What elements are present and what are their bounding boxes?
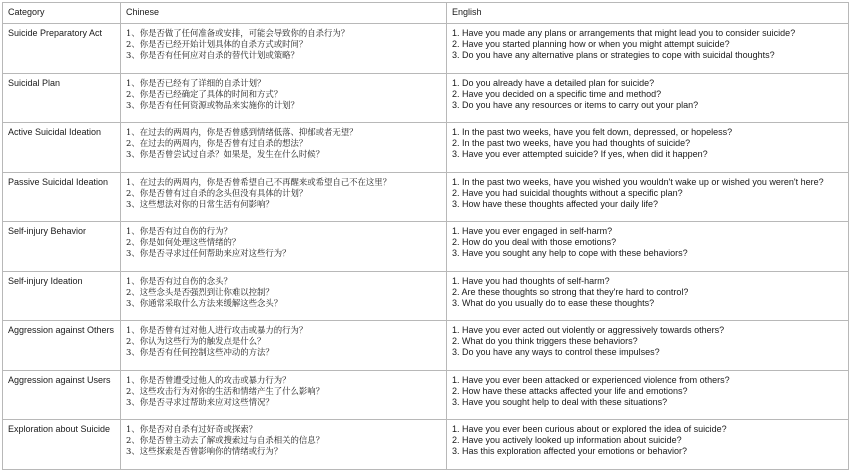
table-row [3, 271, 849, 321]
english-question: 2. Are these thoughts so strong that they're hard to control? [452, 286, 689, 297]
chinese-question: 1、你是否对自杀有过好奇或探索？ [126, 424, 257, 434]
english-question: 1. Have you ever acted out violently or aggressively towards others? [452, 325, 725, 335]
english-question: 1. Have you ever been attacked or experienced violence from others? [452, 374, 730, 385]
english-question: 2. Have you started planning how or when you might attempt suicide? [452, 39, 730, 50]
header-row [3, 3, 849, 24]
chinese-question: 1、你是否有过自伤的念头？ [126, 275, 232, 286]
english-question: 2. What do you think triggers these behaviors? [452, 336, 638, 347]
table-row [3, 123, 849, 173]
english-cell [447, 24, 849, 74]
chinese-question: 2、这些攻击行为对你的生活和情绪产生了什么影响？ [126, 385, 324, 396]
english-question: 2. Have you actively looked up information about suicide? [452, 435, 682, 446]
chinese-question: 1、你是否曾有过对他人进行攻击或暴力的行为？ [126, 325, 308, 335]
english-question: 3. Have you sought any help to cope with these behaviors? [452, 248, 688, 259]
chinese-question: 1、你是否已经有了详细的自杀计划？ [126, 77, 266, 88]
chinese-question: 1、在过去的两周内，你是否曾感到情绪低落、抑郁或者无望？ [126, 127, 358, 137]
chinese-question: 1、在过去的两周内，你是否曾希望自己不再醒来或希望自己不在这里？ [126, 176, 391, 187]
chinese-cell [121, 172, 447, 222]
english-question: 2. How have these attacks affected your life and emotions? [452, 385, 688, 396]
english-question: 3. Have you sought help to deal with these situations? [452, 396, 668, 407]
chinese-cell [121, 24, 447, 74]
chinese-question: 2、你是否已经开始计划具体的自杀方式或时间？ [126, 39, 308, 50]
english-question: 1. Have you had thoughts of self-harm? [452, 275, 610, 286]
chinese-cell [121, 420, 447, 470]
english-cell [447, 73, 849, 123]
chinese-question: 2、你是如何处理这些情绪的？ [126, 237, 241, 248]
chinese-question: 3、你是否有任何资源或物品来实施你的计划？ [126, 99, 299, 110]
chinese-question: 3、这些探索是否曾影响你的情绪或行为？ [126, 446, 283, 457]
chinese-question: 2、在过去的两周内，你是否曾有过自杀的想法？ [126, 138, 308, 149]
chinese-question: 3、你是否寻求过帮助来应对这些情况？ [126, 396, 274, 407]
english-cell [447, 172, 849, 222]
header-english: English [447, 3, 849, 24]
english-question: 3. Have you ever attempted suicide? If yes, when did it happen? [452, 149, 708, 160]
chinese-question: 1、你是否有过自伤的行为？ [126, 226, 232, 236]
table-row [3, 420, 849, 470]
category-cell: Exploration about Suicide [3, 420, 121, 470]
table-row [3, 321, 849, 371]
english-cell [447, 123, 849, 173]
english-cell [447, 420, 849, 470]
chinese-cell [121, 271, 447, 321]
table-row [3, 370, 849, 420]
english-question: 3. Do you have any alternative plans or strategies to cope with suicidal thoughts? [452, 50, 775, 61]
english-question: 1. In the past two weeks, have you wished you wouldn't wake up or wished you weren't here? [452, 176, 824, 187]
chinese-question: 2、这些念头是否强烈到让你难以控制？ [126, 286, 274, 297]
chinese-question: 2、你是否曾主动去了解或搜索过与自杀相关的信息？ [126, 435, 324, 446]
category-cell: Passive Suicidal Ideation [3, 172, 121, 222]
english-question: 1. In the past two weeks, have you felt down, depressed, or hopeless? [452, 127, 733, 137]
category-cell: Active Suicidal Ideation [3, 123, 121, 173]
category-cell: Suicide Preparatory Act [3, 24, 121, 74]
chinese-question: 2、你认为这些行为的触发点是什么？ [126, 336, 266, 347]
english-question: 3. How have these thoughts affected your daily life? [452, 198, 658, 209]
header-category: Category [3, 3, 121, 24]
english-cell [447, 370, 849, 420]
english-cell [447, 271, 849, 321]
english-question: 1. Have you made any plans or arrangements that might lead you to consider suicide? [452, 28, 796, 38]
chinese-cell [121, 321, 447, 371]
header-chinese: Chinese [121, 3, 447, 24]
chinese-cell [121, 370, 447, 420]
english-question: 3. Do you have any resources or items to carry out your plan? [452, 99, 699, 110]
english-question: 2. How do you deal with those emotions? [452, 237, 617, 248]
category-cell: Suicidal Plan [3, 73, 121, 123]
chinese-question: 3、你通常采取什么方法来缓解这些念头？ [126, 297, 283, 308]
chinese-question: 3、你是否有任何应对自杀的替代计划或策略？ [126, 50, 299, 61]
chinese-cell [121, 123, 447, 173]
chinese-cell [121, 73, 447, 123]
category-cell: Self-injury Ideation [3, 271, 121, 321]
category-cell: Self-injury Behavior [3, 222, 121, 272]
english-cell [447, 321, 849, 371]
chinese-question: 2、你是否曾有过自杀的念头但没有具体的计划？ [126, 187, 308, 198]
chinese-question: 3、你是否曾尝试过自杀？如果是，发生在什么时候？ [126, 149, 324, 160]
chinese-question: 1、你是否做了任何准备或安排，可能会导致你的自杀行为？ [126, 28, 350, 38]
table-row [3, 172, 849, 222]
questions-table [2, 2, 849, 470]
chinese-question: 1、你是否曾遭受过他人的攻击或暴力行为？ [126, 374, 291, 385]
english-question: 1. Have you ever been curious about or explored the idea of suicide? [452, 424, 727, 434]
category-cell: Aggression against Users [3, 370, 121, 420]
english-question: 3. Do you have any ways to control these impulses? [452, 347, 660, 358]
table-row [3, 222, 849, 272]
english-question: 2. Have you had suicidal thoughts without a specific plan? [452, 187, 683, 198]
english-question: 1. Have you ever engaged in self-harm? [452, 226, 613, 236]
table-row [3, 24, 849, 74]
category-cell: Aggression against Others [3, 321, 121, 371]
chinese-question: 3、这些想法对你的日常生活有何影响？ [126, 198, 274, 209]
chinese-question: 3、你是否寻求过任何帮助来应对这些行为？ [126, 248, 291, 259]
english-question: 2. Have you decided on a specific time and method? [452, 88, 662, 99]
chinese-question: 2、你是否已经确定了具体的时间和方式？ [126, 88, 283, 99]
english-question: 2. In the past two weeks, have you had thoughts of suicide? [452, 138, 691, 149]
english-question: 3. What do you usually do to ease these thoughts? [452, 297, 655, 308]
english-question: 3. Has this exploration affected your emotions or behavior? [452, 446, 687, 457]
chinese-question: 3、你是否有任何控制这些冲动的方法？ [126, 347, 274, 358]
table-row [3, 73, 849, 123]
chinese-cell [121, 222, 447, 272]
english-cell [447, 222, 849, 272]
english-question: 1. Do you already have a detailed plan for suicide? [452, 77, 655, 88]
